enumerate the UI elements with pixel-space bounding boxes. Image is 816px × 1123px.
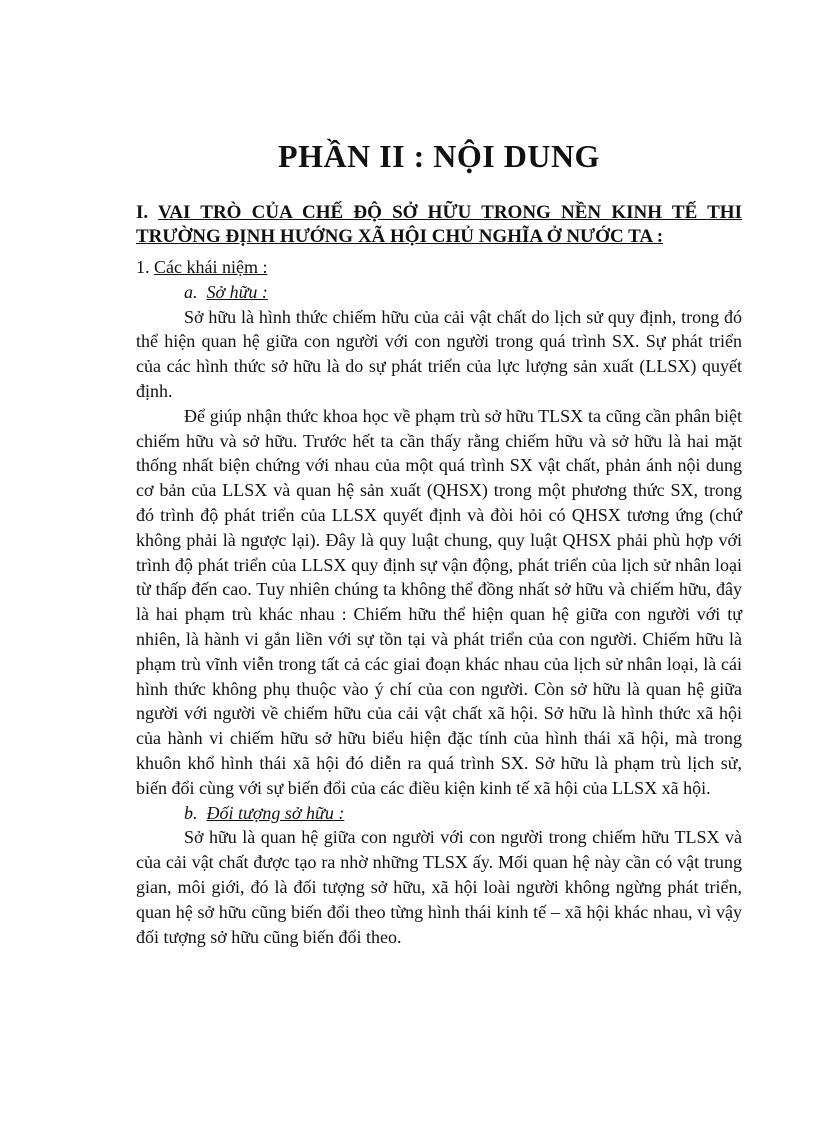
document-body <box>136 255 742 949</box>
subsection-1-title: Các khái niệm : <box>154 257 268 277</box>
section-number: I. <box>136 202 149 223</box>
paragraph-b1: Sở hữu là quan hệ giữa con người với con người trong chiếm hữu TLSX và của cải vật chất được tạo ra nhờ những TLSX ấy. Mối quan hệ này cần có vật trung gian, môi giới, đó là đối tượng sở hữu, xã hội loài người không ngừng phát triển, quan hệ sở hữu cũng biến đổi theo từng hình thái kinh tế – xã hội khác nhau, vì vậy đối tượng sở hữu cũng biến đổi theo. <box>136 827 742 947</box>
section-heading <box>136 201 742 249</box>
subsection-b-title: Đối tượng sở hữu : <box>206 802 345 823</box>
subsection-b-letter: b. <box>184 802 198 823</box>
subsection-a-heading <box>136 280 742 305</box>
part-title: PHẦN II : NỘI DUNG <box>278 138 600 174</box>
subsection-b-heading <box>136 801 742 826</box>
paragraph-a2: Để giúp nhận thức khoa học về phạm trù sở hữu TLSX ta cũng cần phân biệt chiếm hữu và sở hữu. Trước hết ta cần thấy rằng chiếm hữu và sở hữu là hai mặt thống nhất biện chứng với nhau của một quá trình SX vật chất, phản ánh nội dung cơ bản của LLSX và quan hệ sản xuất (QHSX) trong một phương thức SX, trong đó trình độ phát triển của LLSX quyết định và đòi hỏi có QHSX tương ứng (chứ không phải là ngược lại). Đây là quy luật chung, quy luật QHSX phải phù hợp với trình độ phát triển của LLSX quy định sự vận động, phát triển của lịch sử nhân loại từ thấp đến cao. Tuy nhiên chúng ta không thể đồng nhất sở hữu và chiếm hữu, đây là hai phạm trù khác nhau : Chiếm hữu thể hiện quan hệ giữa con người với tự nhiên, là hành vi gắn liền với sự tồn tại và phát triển của con người. Chiếm hữu là phạm trù vĩnh viễn trong tất cả các giai đoạn khác nhau của lịch sử nhân loại, là cái hình thức không phụ thuộc vào ý chí của con người. Còn sở hữu là quan hệ giữa người với người về chiếm hữu của cải vật chất xã hội. Sở hữu là hình thức xã hội của hành vi chiếm hữu sở hữu biểu hiện đặc tính của hình thái xã hội, mà trong khuôn khổ hình thái xã hội đó diễn ra quá trình SX. Sở hữu là phạm trù lịch sử, biến đổi cùng với sự biến đổi của các điều kiện kinh tế xã hội của LLSX xã hội. <box>136 405 742 798</box>
paragraph-a1: Sở hữu là hình thức chiếm hữu của cải vật chất do lịch sử quy định, trong đó thể hiện quan hệ giữa con người với con người trong quá trình SX. Sự phát triển của các hình thức sở hữu là do sự phát triển của lực lượng sản xuất (LLSX) quyết định. <box>136 306 742 401</box>
subsection-1-number: 1. <box>136 257 150 277</box>
subsection-a-title: Sở hữu : <box>206 281 268 302</box>
subsection-a-letter: a. <box>184 281 198 302</box>
subsection-1-heading <box>136 255 742 280</box>
section-title: VAI TRÒ CỦA CHẾ ĐỘ SỞ HỮU TRONG NỀN KINH TẾ THI TRƯỜNG ĐỊNH HƯỚNG XÃ HỘI CHỦ NGHĨA Ở NƯỚC TA : <box>136 202 742 247</box>
